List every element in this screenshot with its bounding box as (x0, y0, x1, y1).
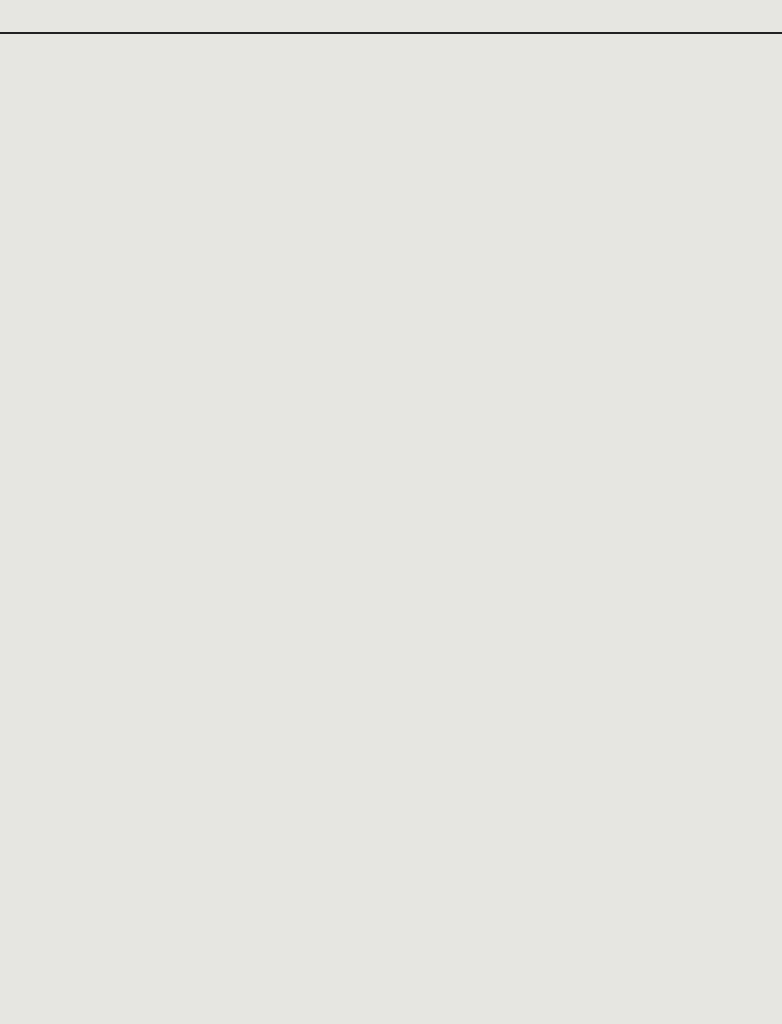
page-header (0, 0, 782, 34)
